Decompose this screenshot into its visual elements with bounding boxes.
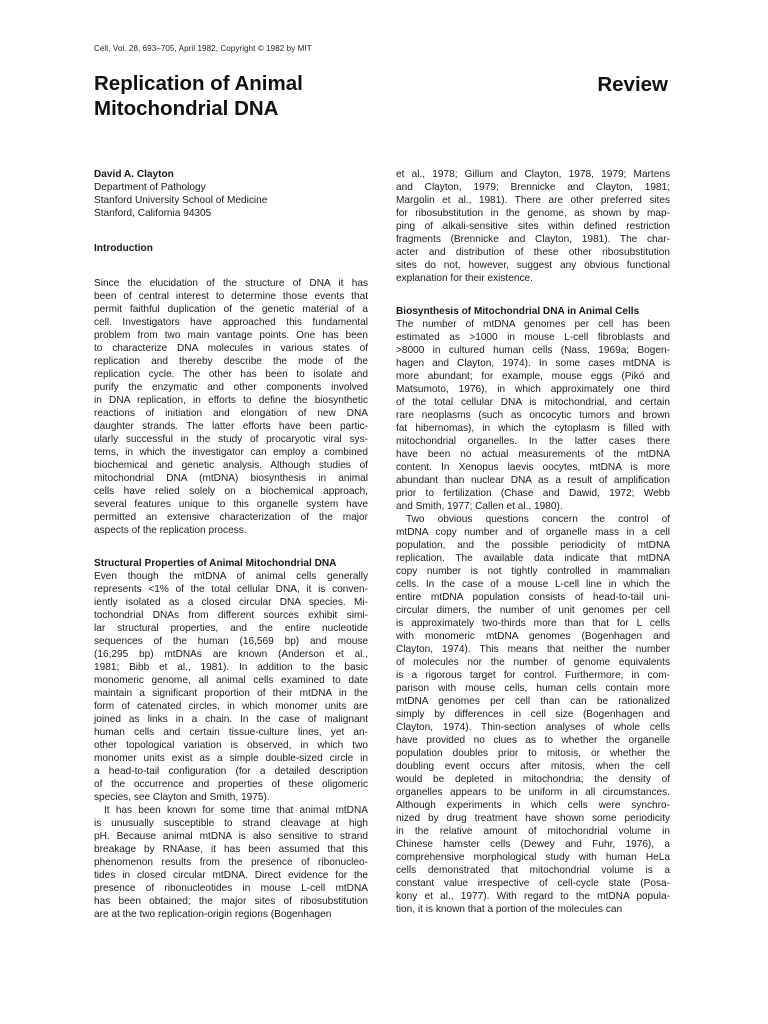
author-department: Department of Pathology (94, 182, 206, 193)
paragraph-line: The number of mtDNA genomes per cell has been (396, 319, 670, 330)
paragraph-line: parison with mouse cells, human cells contain more (396, 683, 670, 694)
paragraph-line: tems, in which the investigator can employ a combined (94, 447, 368, 458)
paragraph-line: monomeric genome, all animal cells examined to date (94, 675, 368, 686)
paragraph-biosynthesis-2 (396, 513, 670, 916)
paragraph-line: fragments (Brennicke and Clayton, 1981). The char- (396, 234, 670, 245)
paragraph-line: to characterize DNA molecules in various states of (94, 343, 368, 354)
paragraph-line: acter and distribution of these other ribosubstitution (396, 247, 670, 258)
paragraph-line: sites do not, however, suggest any obvious functional (396, 260, 670, 271)
paragraph-line: entire mtDNA population consists of head-to-tail uni- (396, 592, 670, 603)
paragraph-line: fat hibernomas), in which the cytoplasm is filled with (396, 423, 670, 434)
paragraph-line: estimated as >1000 in mouse L-cell fibroblasts and (396, 332, 670, 343)
paragraph-ribosubstitution-continued (396, 168, 670, 285)
paragraph-line: phenomenon results from the presence of ribonucleo- (94, 857, 368, 868)
paragraph-line: et al., 1978; Gillum and Clayton, 1978, 1979; Martens (396, 169, 670, 180)
paragraph-line: joined as links in a chain. In the case of malignant (94, 714, 368, 725)
paragraph-line: of the occurrence and properties of these oligomeric (94, 779, 368, 790)
paragraph-line: copy number is not tightly controlled in mammalian (396, 566, 670, 577)
paragraph-line: mitochondrial organelles. In the latter cases there (396, 436, 670, 447)
paragraph-line: Even though the mtDNA of animal cells generally (94, 571, 368, 582)
paragraph-line: purify the enzymatic and other components involved (94, 382, 368, 393)
article-title (94, 71, 514, 121)
paragraph-line: nized by drug treatment have shown some periodicity (396, 813, 670, 824)
paragraph-line: permit faithful duplication of the genetic material of a (94, 304, 368, 315)
paragraph-line: cell. Investigators have approached this fundamental (94, 317, 368, 328)
paragraph-line: iently isolated as a closed circular DNA species. Mi- (94, 597, 368, 608)
paragraph-line: in the relative amount of mitochondrial volume in (396, 826, 670, 837)
author-institution: Stanford University School of Medicine (94, 195, 268, 206)
paragraph-line: reactions of initiation and elongation of new DNA (94, 408, 368, 419)
paragraph-line: Clayton, 1974). Thin-section analyses of whole cells (396, 722, 670, 733)
paragraph-line: and Clayton, 1979; Brennicke and Clayton, 1981; (396, 182, 670, 193)
paragraph-line: cells demonstrated that mitochondrial volume is a (396, 865, 670, 876)
paragraph-line: >8000 in cultured human cells (Nass, 1969a; Bogen- (396, 345, 670, 356)
paragraph-line: biochemical and genetic analysis. Although studies of (94, 460, 368, 471)
paragraph-line: explanation for their existence. (396, 273, 533, 284)
paragraph-line: cells. In the case of a mouse L-cell line in which the (396, 579, 670, 590)
paragraph-line: tion, it is known that a portion of the molecules can (396, 904, 623, 915)
paragraph-line: Margolin et al., 1981). There are other preferred sites (396, 195, 670, 206)
paragraph-line: content. In Xenopus laevis oocytes, mtDNA is more (396, 462, 670, 473)
paragraph-line: have been no actual measurements of the mtDNA (396, 449, 670, 460)
paragraph-line: is unusually susceptible to strand cleavage at high (94, 818, 368, 829)
paragraph-line: population, and the possible periodicity of mtDNA (396, 540, 670, 551)
paragraph-line: rare neoplasms (such as oncocytic tumors and brown (396, 410, 670, 421)
paragraph-line: Two obvious questions concern the control of (406, 514, 670, 525)
paragraph-line: form of catenated circles, in which monomer units are (94, 701, 368, 712)
paragraph-line: mtDNA genomes per cell than can be rationalized (396, 696, 670, 707)
paragraph-line: Matsumoto, 1976), in which approximately one third (396, 384, 670, 395)
paragraph-line: aspects of the replication process. (94, 525, 247, 536)
paragraph-line: Since the elucidation of the structure of DNA it has (94, 278, 368, 289)
paragraph-biosynthesis-1 (396, 318, 670, 513)
paragraph-line: for ribosubstitution in the genome, as shown by map- (396, 208, 670, 219)
paragraph-line: comprehensive morphological study with human HeLa (396, 852, 670, 863)
paragraph-line: species, see Clayton and Smith, 1975). (94, 792, 270, 803)
paragraph-line: hagen and Clayton, 1974). In some cases mtDNA is (396, 358, 670, 369)
paragraph-line: permitted an extensive characterization of the major (94, 512, 368, 523)
left-column (94, 168, 368, 921)
paragraph-line: prior to fertilization (Chase and Dawid, 1972; Webb (396, 488, 670, 499)
paragraph-line: constant value irrespective of cell-cycle state (Posa- (396, 878, 670, 889)
author-location: Stanford, California 94305 (94, 208, 212, 219)
paragraph-line: human cells and certain tissue-culture lines, yet an- (94, 727, 368, 738)
paragraph-line: has been obtained; the major sites of ribosubstitution (94, 896, 368, 907)
paragraph-line: breakage by RNAase, it has been assumed that this (94, 844, 368, 855)
paragraph-line: been of central interest to determine those events that (94, 291, 368, 302)
paragraph-line: Although experiments in which cells were synchro- (396, 800, 670, 811)
paragraph-line: replication. The available data indicate that mtDNA (396, 553, 670, 564)
paragraph-line: other topological variation is observed, in which two (94, 740, 368, 751)
paragraph-line: is approximately two-thirds more than that for L cells (396, 618, 670, 629)
journal-citation: Cell, Vol. 28, 693–705, April 1982, Copyright © 1982 by MIT (94, 44, 312, 53)
paragraph-line: a head-to-tail configuration (for a detailed description (94, 766, 368, 777)
paragraph-line: Chinese hamster cells (Dewey and Fuhr, 1976), a (396, 839, 670, 850)
paragraph-line: ularly successful in the study of procaryotic viral sys- (94, 434, 368, 445)
paragraph-line: 1981; Bibb et al., 1981). In addition to the basic (94, 662, 368, 673)
article-title-line-2: Mitochondrial DNA (94, 97, 279, 120)
paragraph-line: is a rigorous target for control. Furthermore, in com- (396, 670, 670, 681)
section-heading-biosynthesis: Biosynthesis of Mitochondrial DNA in Animal Cells (396, 306, 640, 317)
paragraph-line: sequences of the human (16,569 bp) and mouse (94, 636, 368, 647)
paragraph-line: have provided no clues as to whether the organelle (396, 735, 670, 746)
paragraph-line: organelles appears to be uniform in all circumstances. (396, 787, 670, 798)
paragraph-line: in DNA replication, in efforts to define the biosynthetic (94, 395, 368, 406)
paragraph-line: It has been known for some time that animal mtDNA (104, 805, 368, 816)
author-name: David A. Clayton (94, 169, 174, 180)
paragraph-line: cells have relied solely on a biochemical approach, (94, 486, 368, 497)
paragraph-line: circular dimers, the number of unit genomes per cell (396, 605, 670, 616)
paragraph-line: several features unique to this organelle system have (94, 499, 368, 510)
paragraph-line: (16,295 bp) mtDNAs are known (Anderson et al., (94, 649, 368, 660)
paragraph-line: daughter strands. The latter efforts have been partic- (94, 421, 368, 432)
paragraph-line: are at the two replication-origin regions (Bogenhagen (94, 909, 332, 920)
section-heading-structural: Structural Properties of Animal Mitochondrial DNA (94, 558, 337, 569)
paragraph-structural-1 (94, 570, 368, 804)
paragraph-line: kony et al., 1977). With regard to the mtDNA popula- (396, 891, 670, 902)
paragraph-line: would be depleted in mitochondria; the density of (396, 774, 670, 785)
article-category: Review (597, 73, 668, 96)
paragraph-line: problem from two main vantage points. One has been (94, 330, 368, 341)
paragraph-line: mtDNA copy number and of organelle mass in a cell (396, 527, 670, 538)
paragraph-introduction (94, 277, 368, 537)
paragraph-line: more abundant; for example, mouse eggs (Pikó and (396, 371, 670, 382)
paragraph-line: mitochondrial DNA (mtDNA) biosynthesis in animal (94, 473, 368, 484)
paragraph-line: presence of ribonucleotides in mouse L-cell mtDNA (94, 883, 368, 894)
paragraph-line: simply by differences in cell size (Bogenhagen and (396, 709, 670, 720)
paragraph-line: with monomeric mtDNA genomes (Bogenhagen and (396, 631, 670, 642)
article-title-line-1: Replication of Animal (94, 72, 303, 95)
paragraph-line: monomer units exist as a simple double-sized circle in (94, 753, 368, 764)
section-heading-introduction: Introduction (94, 243, 153, 254)
right-column (396, 168, 670, 916)
paragraph-line: pH. Because animal mtDNA is also sensitive to strand (94, 831, 368, 842)
paragraph-line: replication and thereby describe the mode of the (94, 356, 368, 367)
paragraph-line: of the total cellular DNA is mitochondrial, and certain (396, 397, 670, 408)
paragraph-line: tochondrial DNAs from different sources exhibit simi- (94, 610, 368, 621)
paragraph-line: lar structural properties, and the entire nucleotide (94, 623, 368, 634)
paragraph-line: tides in closed circular mtDNA. Direct evidence for the (94, 870, 368, 881)
paragraph-structural-2 (94, 804, 368, 921)
paragraph-line: represents <1% of the total cellular DNA, it is conven- (94, 584, 368, 595)
author-block (94, 168, 368, 220)
paragraph-line: doubling event occurs after mitosis, when the cell (396, 761, 670, 772)
paragraph-line: and Smith, 1977; Callen et al., 1980). (396, 501, 563, 512)
paragraph-line: ping of alkali-sensitive sites within defined restriction (396, 221, 670, 232)
paragraph-line: replication cycle. The other has been to isolate and (94, 369, 368, 380)
paragraph-line: population doubles prior to mitosis, or whether the (396, 748, 670, 759)
paragraph-line: maintain a significant proportion of their mtDNA in the (94, 688, 368, 699)
paragraph-line: Clayton, 1974). This means that neither the number (396, 644, 670, 655)
paragraph-line: abundant than nuclear DNA as a result of amplification (396, 475, 670, 486)
paragraph-line: of molecules nor the number of genome equivalents (396, 657, 670, 668)
